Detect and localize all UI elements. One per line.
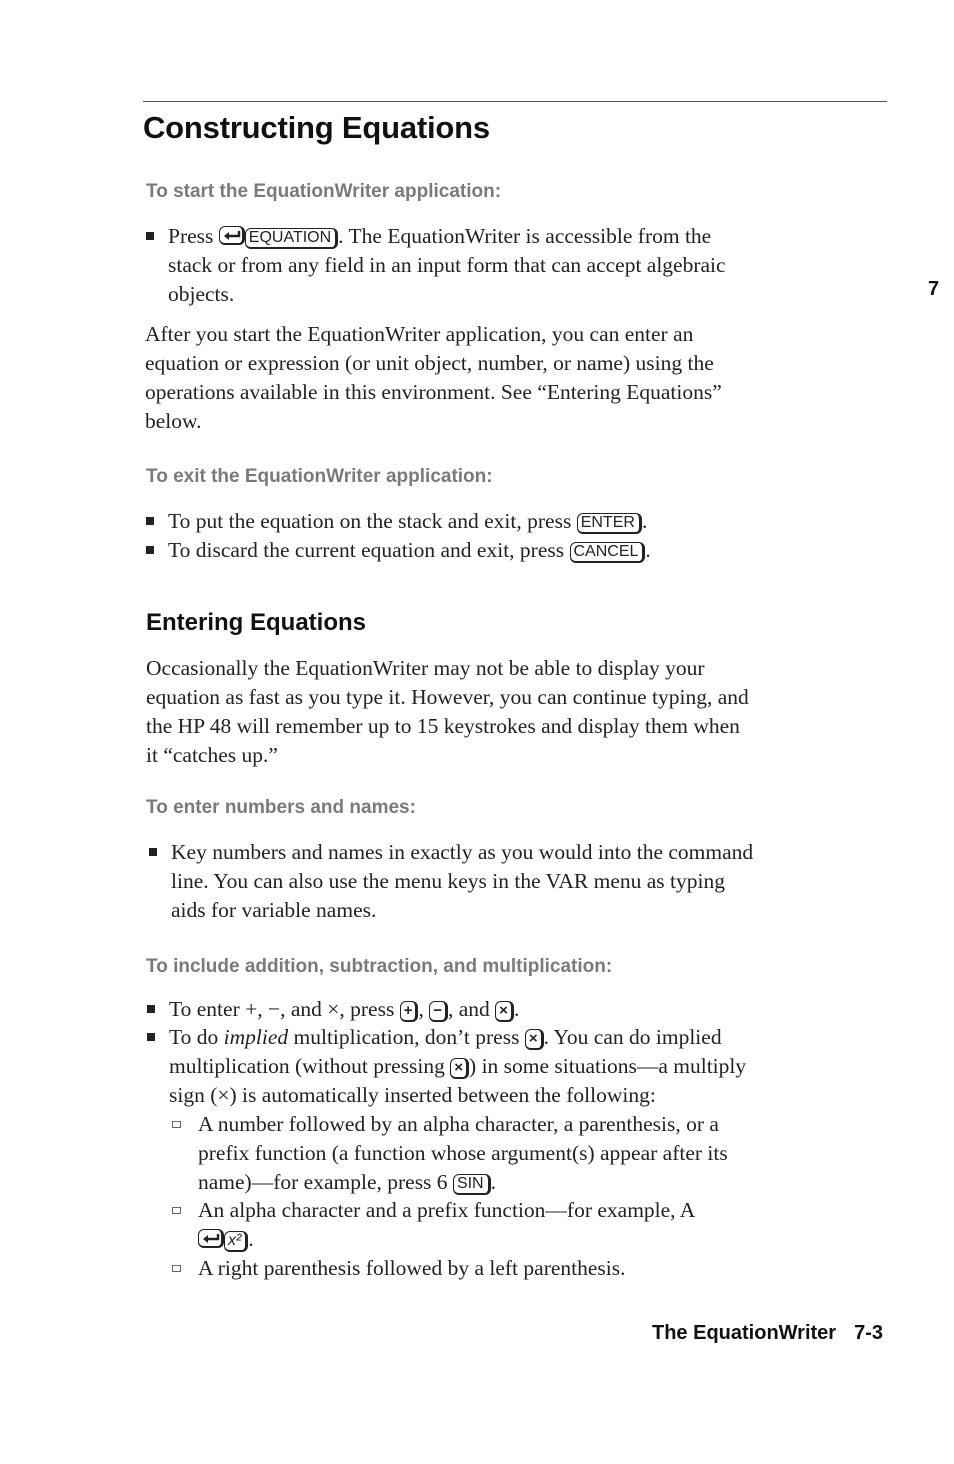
equation-key: EQUATION [245,228,338,249]
start-bullet [146,222,886,309]
chapter-tab: 7 [928,278,940,300]
bullet-text: To put the equation on the stack and exit, press [168,509,572,533]
bullet-text: . You can do implied [543,1025,722,1049]
bullet-mark [147,1005,155,1013]
start-bullet-line3: objects. [168,282,235,306]
bullet-line: Key numbers and names in exactly as you would into the command [171,840,754,864]
cancel-key: CANCEL [570,542,646,563]
top-rule [143,101,887,102]
times-key: × [495,1001,514,1022]
entering-paragraph [146,654,888,770]
para-line: equation as fast as you type it. However, you can continue typing, and [146,685,749,709]
para-line: it “catches up.” [146,743,278,767]
bullet-text: multiplication, don’t press [293,1025,520,1049]
start-heading: To start the EquationWriter application: [146,181,502,202]
page-title: Constructing Equations [143,110,490,145]
bullet-line: line. You can also use the menu keys in the VAR menu as typing [171,869,725,893]
implied-emphasis: implied [223,1025,289,1049]
separator: , [418,997,424,1021]
para-line: Occasionally the EquationWriter may not be able to display your [146,656,705,680]
plus-key: + [400,1001,419,1022]
sub-bullet-mark [172,1121,181,1128]
arith-bullet-enter [147,995,887,1024]
bullet-text: To do [169,1025,219,1049]
sub-bullet-mark [172,1207,181,1214]
sub-bullet-mark [172,1265,181,1272]
para-line: the HP 48 will remember up to 15 keystrokes and display them when [146,714,740,738]
numbers-heading: To enter numbers and names: [146,797,416,818]
arith-heading: To include addition, subtraction, and multiplication: [146,956,613,977]
page-number: 7-3 [854,1322,883,1344]
sin-key: SIN [453,1174,491,1195]
sub-line: An alpha character and a prefix function—for example, A [198,1198,696,1222]
bullet-mark [146,232,154,240]
minus-key: − [429,1001,448,1022]
press-word: Press [168,224,214,248]
start-paragraph [145,320,887,436]
sub-item-paren [172,1254,886,1283]
bullet-text: sign (×) is automatically inserted between the following: [169,1083,656,1107]
sub-line: A number followed by an alpha character, a parenthesis, or a [198,1112,719,1136]
para-line: equation or expression (or unit object, number, or name) using the [145,351,714,375]
bullet-mark [149,848,157,856]
sub-line: name)—for example, press 6 [198,1170,448,1194]
arith-bullet-implied [147,1023,887,1110]
numbers-bullet [149,838,889,925]
left-shift-key-icon [198,1229,224,1248]
bullet-text: To discard the current equation and exit, press [168,538,565,562]
para-line: operations available in this environment. See “Entering Equations” [145,380,722,404]
para-line: After you start the EquationWriter application, you can enter an [145,322,694,346]
bullet-line: aids for variable names. [171,898,377,922]
sub-item-alpha: An alpha character and a prefix function—for example, A x² . [172,1196,886,1254]
bullet-mark [146,517,154,525]
exit-bullet-cancel: To discard the current equation and exit, press CANCEL . [146,536,886,565]
exit-heading: To exit the EquationWriter application: [146,466,493,487]
exit-bullet-enter: To put the equation on the stack and exit, press ENTER . [146,507,886,536]
sub-item-number: A number followed by an alpha character, a parenthesis, or a prefix function (a function whose argument(s) appear after its name)—for example, press 6 SIN . [172,1110,886,1197]
footer-chapter-label: The EquationWriter [652,1322,837,1344]
bullet-text: multiplication (without pressing [169,1054,445,1078]
sub-line: A right parenthesis followed by a left parenthesis. [198,1256,626,1280]
bullet-text: To enter +, −, and ×, press [169,997,395,1021]
sub-line: prefix function (a function whose argument(s) appear after its [198,1141,728,1165]
times-key: × [525,1029,544,1050]
page-footer [652,1322,883,1345]
times-key: × [450,1058,469,1079]
bullet-text: ) in some situations—a multiply [469,1054,747,1078]
bullet-mark [147,1033,155,1041]
para-line: below. [145,409,202,433]
bullet-mark [146,546,154,554]
separator: , and [448,997,490,1021]
separator: . [513,997,520,1021]
start-bullet-rest: . The EquationWriter is accessible from the [338,224,712,248]
enter-key: ENTER [577,513,642,534]
entering-heading: Entering Equations [146,609,367,636]
start-bullet-line2: stack or from any field in an input form that can accept algebraic [168,253,726,277]
left-shift-key-icon [219,226,245,245]
x-squared-key: x² [224,1231,248,1252]
